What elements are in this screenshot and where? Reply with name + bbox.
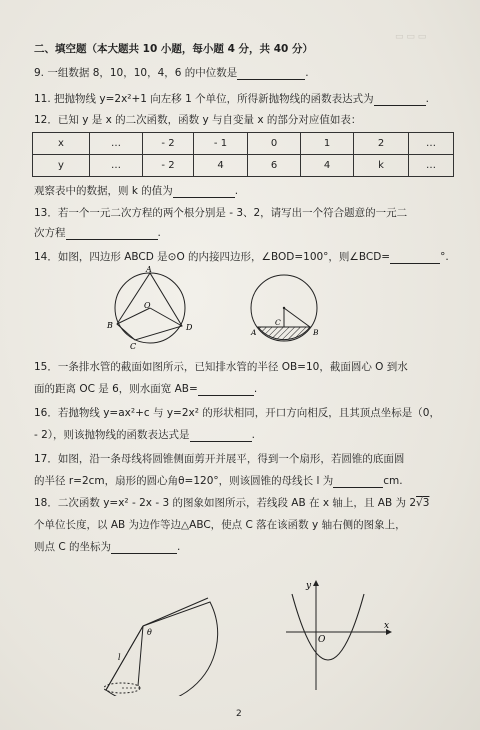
question-11-text: 11. 把抛物线 y=2x²+1 向左移 1 个单位，所得新抛物线的函数表达式为 [34, 93, 374, 105]
label-l: l [118, 653, 121, 662]
sector-edge [143, 598, 208, 626]
question-16-line2 [34, 428, 255, 442]
question-9-text: 9. 一组数据 8，10，10，4，6 的中位数是 [34, 67, 238, 79]
show-through-text: ▭ ▭ ▭ [395, 32, 427, 42]
segment-od [150, 308, 182, 326]
label-c: C [130, 342, 137, 350]
question-16-line1: 16．若抛物线 y=ax²+c 与 y=2x² 的形状相同，开口方向相反，且其顶点坐标是（0， [34, 407, 440, 419]
answer-blank[interactable] [66, 228, 158, 240]
question-18-line2: 个单位长度，以 AB 为边作等边△ABC，使点 C 落在该函数 y 轴右侧的图象上， [34, 519, 406, 531]
table-cell: 6 [248, 155, 301, 177]
answer-blank[interactable] [198, 384, 254, 396]
table-cell: … [90, 133, 143, 155]
punct: °. [440, 251, 449, 263]
answer-blank[interactable] [190, 430, 252, 442]
label-b: B [313, 328, 319, 337]
center-o [283, 307, 285, 309]
question-11 [34, 92, 429, 106]
answer-blank[interactable] [237, 68, 305, 80]
punct: . [177, 541, 181, 553]
question-15-text: 面的距离 OC 是 6，则水面宽 AB= [34, 383, 198, 395]
y-arrow-icon [313, 580, 319, 586]
table-cell: 4 [194, 155, 248, 177]
punct: . [425, 93, 430, 105]
table-cell: x [33, 133, 90, 155]
question-17-line1: 17．如图，沿一条母线将圆锥侧面剪开并展平，得到一个扇形，若圆锥的底面圆 [34, 453, 405, 465]
question-15-line1: 15．一条排水管的截面如图所示，已知排水管的半径 OB=10，截面圆心 O 到水 [34, 361, 408, 373]
question-17-text: 的半径 r=2cm，扇形的圆心角θ=120°，则该圆锥的母线长 l 为 [34, 475, 334, 487]
question-18-line3 [34, 540, 180, 554]
question-12-followup [34, 184, 238, 198]
table-cell: … [409, 155, 454, 177]
answer-blank[interactable] [173, 186, 235, 198]
question-17-line2 [34, 474, 403, 488]
punct: . [305, 67, 309, 79]
question-13-text: 次方程 [34, 227, 66, 239]
section-header: 二、填空题（本大题共 10 小题，每小题 4 分，共 40 分） [34, 43, 313, 55]
table-cell: … [409, 133, 454, 155]
punct: . [251, 429, 255, 441]
table-cell: 2 [354, 133, 409, 155]
question-9 [34, 66, 309, 80]
label-a: A [251, 328, 257, 337]
table-cell: 4 [301, 155, 354, 177]
answer-blank[interactable] [374, 94, 426, 106]
question-13-line1: 13．若一个一元二次方程的两个根分别是 - 3、2，请写出一个符合题意的一元二 [34, 207, 408, 219]
sector [106, 602, 218, 696]
table-cell: 1 [301, 133, 354, 155]
question-18-text: 则点 C 的坐标为 [34, 541, 112, 553]
figure-15-pipe-section [246, 268, 326, 350]
sqrt-symbol: √ [416, 497, 423, 509]
answer-blank[interactable] [333, 476, 383, 488]
punct: cm. [383, 475, 403, 487]
table-cell: k [354, 155, 409, 177]
water-region [258, 327, 310, 340]
label-theta: θ [147, 628, 152, 637]
page-number: 2 [236, 709, 242, 719]
question-14-text: 14．如图，四边形 ABCD 是⊙O 的内接四边形，∠BOD=100°，则∠BCD= [34, 251, 391, 263]
table-row-x [33, 133, 454, 155]
answer-blank[interactable] [111, 542, 177, 554]
segment-ob [284, 308, 310, 327]
value-table [32, 132, 454, 177]
question-18-text: 18．二次函数 y=x² - 2x - 3 的图象如图所示，若线段 AB 在 x 轴上，且 AB 为 2 [34, 497, 417, 509]
punct: . [253, 383, 258, 395]
question-15-line2 [34, 382, 257, 396]
parabola-curve [292, 594, 364, 660]
table-cell: 0 [248, 133, 301, 155]
cone-side [106, 626, 143, 690]
label-y: y [306, 581, 312, 591]
table-cell: - 2 [143, 155, 194, 177]
question-12-followup-text: 观察表中的数据，则 k 的值为 [34, 185, 173, 197]
answer-blank[interactable] [390, 252, 440, 264]
label-origin: O [318, 635, 326, 645]
label-a: A [146, 266, 152, 274]
label-d: D [186, 323, 193, 332]
table-cell: y [33, 155, 90, 177]
punct: . [157, 227, 161, 239]
figure-14-cyclic-quadrilateral [100, 266, 200, 350]
sqrt-value: 3 [422, 497, 430, 509]
question-18-line1 [34, 496, 429, 510]
question-14 [34, 250, 449, 264]
table-cell: - 2 [143, 133, 194, 155]
label-x: x [384, 621, 390, 631]
label-c: C [275, 318, 281, 327]
question-16-text: - 2），则该抛物线的函数表达式是 [34, 429, 190, 441]
table-row-y [33, 155, 454, 177]
table-cell: - 1 [194, 133, 248, 155]
figure-18-parabola [282, 576, 394, 694]
table-cell: … [90, 155, 143, 177]
punct: . [234, 185, 239, 197]
figure-17-cone-sector [88, 568, 238, 696]
question-12: 12．已知 y 是 x 的二次函数，函数 y 与自变量 x 的部分对应值如表： [34, 114, 362, 126]
label-b: B [107, 321, 113, 330]
label-o: O [144, 301, 151, 310]
question-13-line2 [34, 226, 161, 240]
